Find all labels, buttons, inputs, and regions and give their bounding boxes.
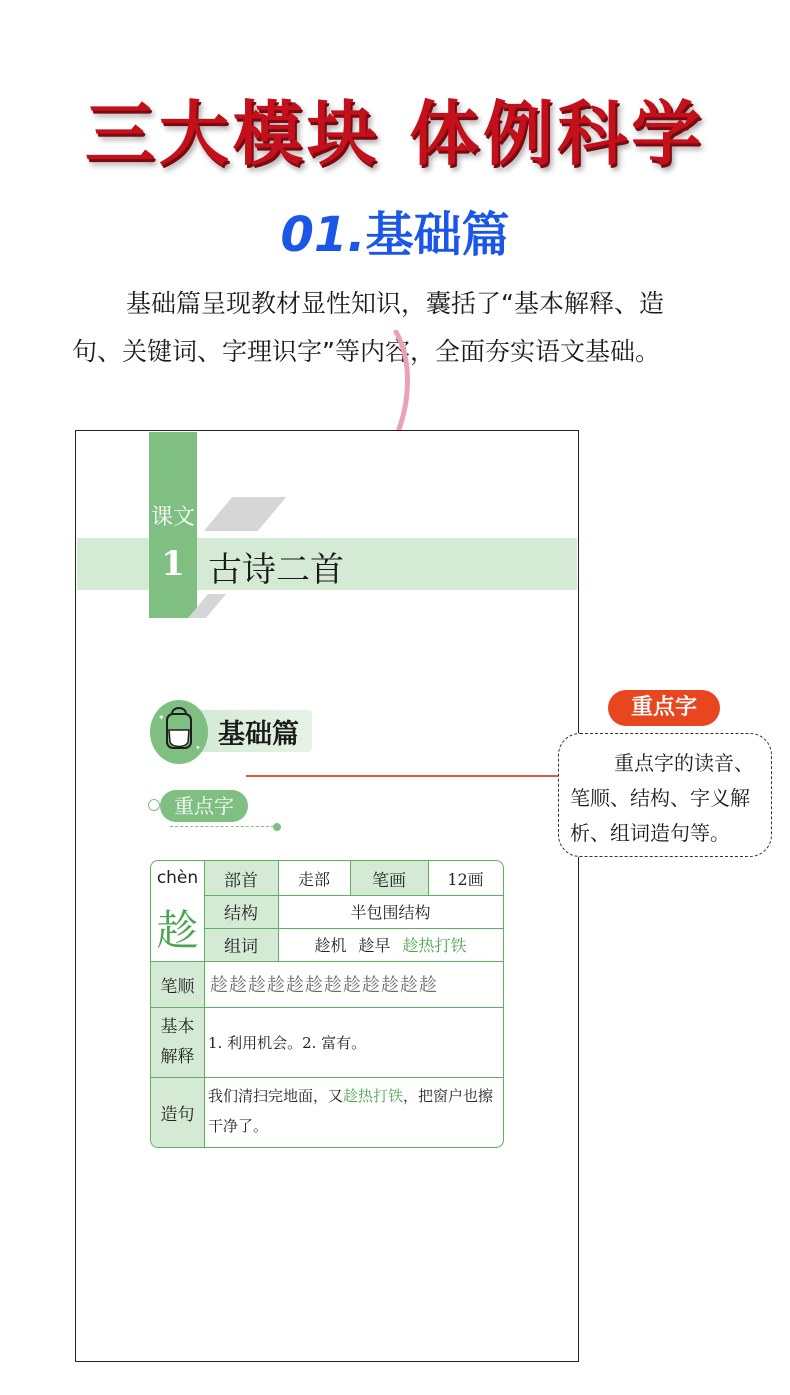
meaning-label-line: 基本 xyxy=(160,1017,195,1037)
radical-label: 部首 xyxy=(224,870,258,891)
meaning-label-line: 解释 xyxy=(160,1047,195,1067)
sentence-value xyxy=(204,1077,503,1147)
section-badge-label: 基础篇 xyxy=(218,719,299,750)
word-item: 趁早 xyxy=(358,936,391,955)
callout-connector xyxy=(246,775,558,777)
tag-dash-line xyxy=(170,826,274,827)
radical-value: 走部 xyxy=(297,869,330,889)
tag-ring xyxy=(148,799,160,811)
sentence-highlight: 趁热打铁 xyxy=(343,1087,404,1105)
tag-dot xyxy=(273,823,281,831)
callout-tag: 重点字 xyxy=(608,690,720,726)
intro-paragraph: 基础篇呈现教材显性知识，囊括了“基本解释、造句、关键词、字理识字”等内容，全面夯实语文基础。 xyxy=(72,289,664,366)
strokes-value: 12画 xyxy=(447,869,484,889)
stroke-order: 趁趁趁趁趁趁趁趁趁趁趁趁 xyxy=(210,975,438,996)
key-chars-tag: 重点字 xyxy=(160,790,248,822)
section-heading xyxy=(0,196,790,265)
structure-label: 结构 xyxy=(224,904,258,924)
sentence-part: ，把窗户也擦干净了。 xyxy=(208,1087,494,1135)
meaning-value: 1. 利用机会。2. 富有。 xyxy=(208,1033,367,1052)
backpack-icon xyxy=(150,700,208,764)
words-value xyxy=(278,928,503,961)
lesson-number: 1 xyxy=(161,544,185,584)
section-name: 基础篇 xyxy=(365,207,510,263)
structure-value: 半包围结构 xyxy=(350,903,431,922)
order-label: 笔顺 xyxy=(160,976,195,997)
meaning-label xyxy=(151,1007,204,1077)
bookmark-ribbon-icon xyxy=(390,330,420,434)
callout-text: 重点字的读音、笔顺、结构、字义解析、组词造句等。 xyxy=(570,751,754,845)
headline: 三大模块 体例科学 xyxy=(84,93,706,175)
svg-text:✦: ✦ xyxy=(158,713,165,722)
sentence-part: 我们清扫完地面，又 xyxy=(208,1087,344,1105)
words-label: 组词 xyxy=(224,937,258,957)
section-badge-circle xyxy=(150,700,208,764)
pinyin: chèn xyxy=(156,868,199,888)
word-item: 趁机 xyxy=(314,936,347,955)
main-character: 趁 xyxy=(156,906,199,955)
lesson-label: 课文 xyxy=(150,505,195,530)
word-item-highlight: 趁热打铁 xyxy=(402,936,467,955)
sentence-label: 造句 xyxy=(160,1104,195,1125)
lesson-title: 古诗二首 xyxy=(208,550,344,590)
section-number: 01. xyxy=(280,207,366,263)
svg-text:✦: ✦ xyxy=(195,744,201,752)
character-table xyxy=(150,860,504,1148)
strokes-label: 笔画 xyxy=(372,870,406,891)
